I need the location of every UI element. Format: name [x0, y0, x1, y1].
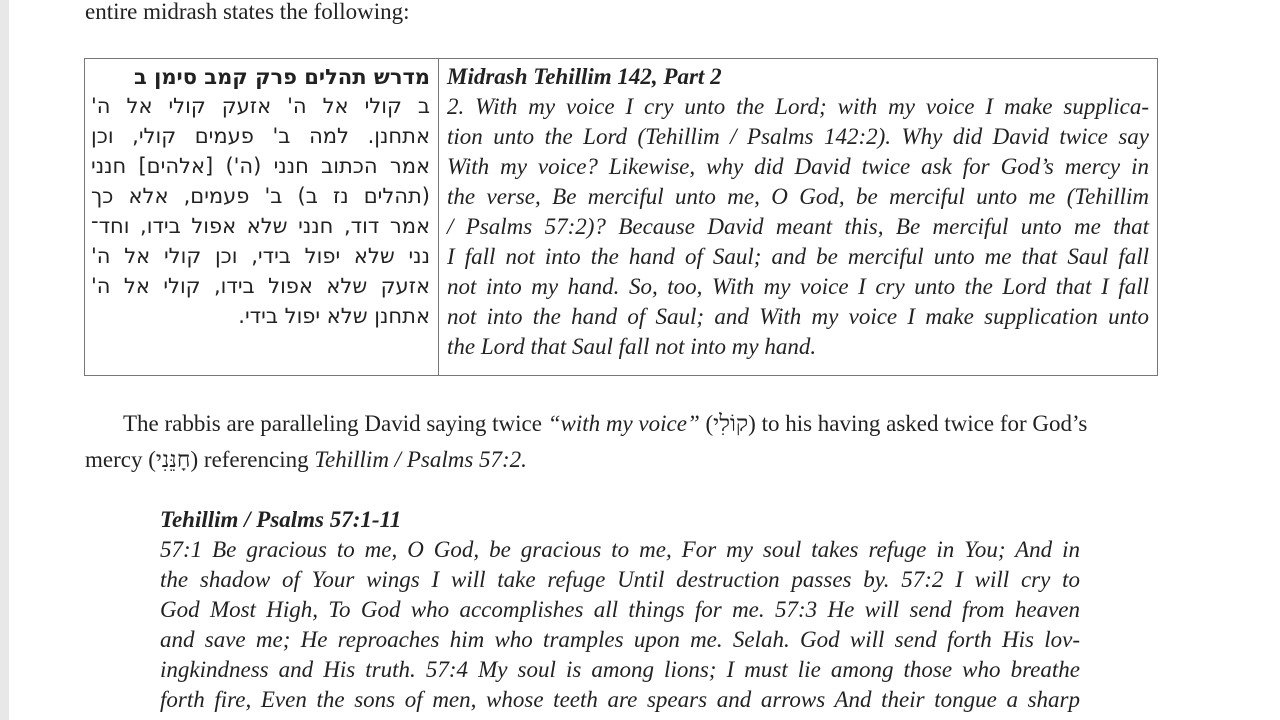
- scripture-quote: [160, 505, 1080, 715]
- english-line: the Lord that Saul fall not into my hand.: [447, 334, 817, 359]
- commentary-paragraph: [85, 406, 1155, 478]
- commentary-quote: “with my voice”: [547, 411, 700, 436]
- english-line: With my voice? Likewise, why did David twice ask for God’s mercy in: [447, 154, 1149, 179]
- hebrew-line: אמר הכתוב חנני (ה') [אלהים] חנני: [91, 154, 430, 178]
- intro-text: entire midrash states the following:: [85, 0, 410, 24]
- commentary-line: [85, 406, 1155, 442]
- hebrew-line: (תהלים נז ב) ב' פעמים, אלא כך: [91, 184, 430, 208]
- scripture-line: ingkindness and His truth. 57:4 My soul is among lions; I must lie among those who breathe: [160, 657, 1080, 682]
- english-line: not into the hand of Saul; and With my voice I make supplication unto: [447, 304, 1149, 329]
- english-line: I fall not into the hand of Saul; and be merciful unto me that Saul fall: [447, 244, 1149, 269]
- english-line: 2. With my voice I cry unto the Lord; with my voice I make supplica-: [447, 94, 1149, 119]
- scripture-line: forth fire, Even the sons of men, whose teeth are spears and arrows And their tongue a sharp: [160, 687, 1080, 712]
- scripture-line: the shadow of Your wings I will take refuge Until destruction passes by. 57:2 I will cry to: [160, 567, 1080, 592]
- scripture-title: Tehillim / Psalms 57:1-11: [160, 507, 402, 532]
- commentary-text: (קוֹלִי) to his having asked twice for God’s: [699, 411, 1088, 436]
- hebrew-line: אמר דוד, חנני שלא אפול בידו, וחד־: [91, 214, 430, 238]
- hebrew-cell: [85, 59, 439, 376]
- english-line: the verse, Be merciful unto me, O God, be merciful unto me (Tehillim: [447, 184, 1149, 209]
- scripture-line: 57:1 Be gracious to me, O God, be gracious to me, For my soul takes refuge in You; And in: [160, 537, 1080, 562]
- scripture-line: and save me; He reproaches him who tramples upon me. Selah. God will send forth His lov-: [160, 627, 1080, 652]
- hebrew-line: ב קולי אל ה' אזעק קולי אל ה': [91, 94, 430, 118]
- english-line: / Psalms 57:2)? Because David meant this, Be merciful unto me that: [447, 214, 1149, 239]
- hebrew-line: אתחנן שלא יפול בידי.: [238, 304, 430, 328]
- hebrew-title: מדרש תהלים פרק קמב סימן ב: [134, 65, 430, 89]
- commentary-line: [85, 442, 1155, 478]
- midrash-table: [84, 58, 1158, 376]
- english-line: not into my hand. So, too, With my voice I cry unto the Lord that I fall: [447, 274, 1149, 299]
- scripture-line: God Most High, To God who accomplishes all things for me. 57:3 He will send from heaven: [160, 597, 1080, 622]
- english-title: Midrash Tehillim 142, Part 2: [447, 64, 722, 89]
- hebrew-line: אתחנן. למה ב' פעמים קולי, וכן: [91, 124, 430, 148]
- hebrew-line: אזעק שלא אפול בידו, קולי אל ה': [91, 274, 430, 298]
- hebrew-line: נני שלא יפול בידי, וכן קולי אל ה': [91, 244, 430, 268]
- commentary-text: mercy (חָנֵּנִי) referencing: [85, 447, 315, 472]
- english-line: tion unto the Lord (Tehillim / Psalms 142:2). Why did David twice say: [447, 124, 1149, 149]
- commentary-text: The rabbis are paralleling David saying twice: [123, 411, 548, 436]
- english-cell: [439, 59, 1158, 376]
- commentary-reference: Tehillim / Psalms 57:2.: [314, 447, 527, 472]
